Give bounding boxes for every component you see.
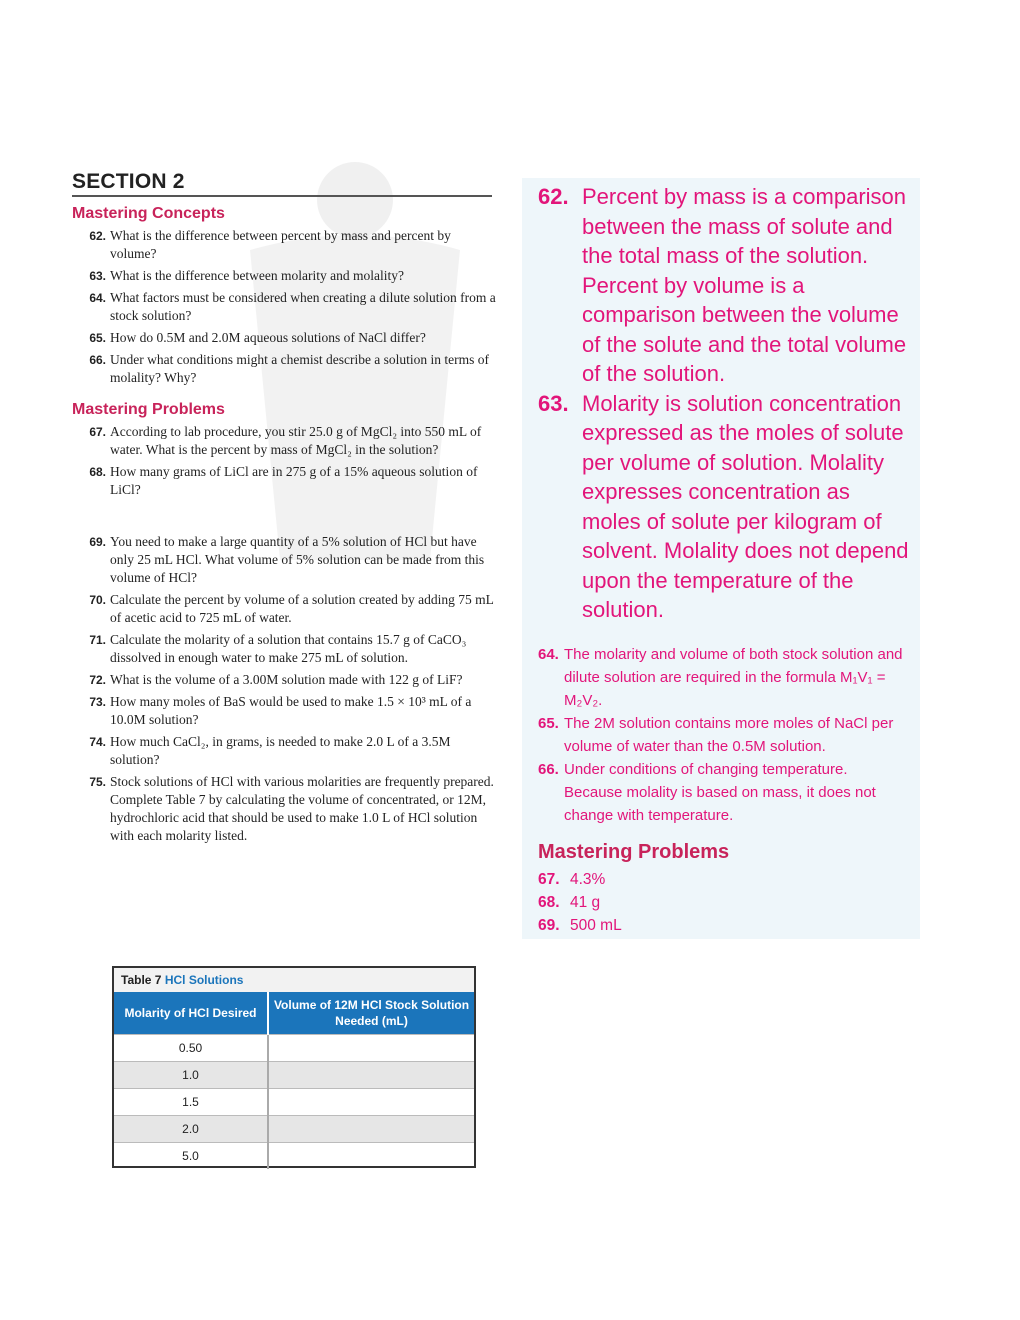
answers-panel bbox=[522, 178, 920, 939]
answer-item: 65. The 2M solution contains more moles of NaCl per volume of water than the 0.5M solution. bbox=[538, 714, 894, 755]
answers-problems-heading: Mastering Problems bbox=[538, 840, 730, 863]
column-header-volume: Volume of 12M HCl Stock Solution Needed (mL) bbox=[268, 992, 474, 1035]
question-item: 69. You need to make a large quantity of a 5% solution of HCl but have only 25 mL HCl. What volume of 5% solution can be made from this volume of HCl? bbox=[89, 534, 485, 585]
molarity-cell: 5.0 bbox=[114, 1143, 268, 1170]
table-row bbox=[114, 1062, 474, 1089]
answer-item: 68. 41 g bbox=[538, 893, 601, 911]
questions-column bbox=[72, 170, 497, 849]
table-title: HCl Solutions bbox=[164, 973, 244, 987]
table-row bbox=[114, 1035, 474, 1062]
volume-cell[interactable] bbox=[268, 1035, 474, 1062]
question-item: 68. How many grams of LiCl are in 275 g of a 15% aqueous solution of LiCl? bbox=[89, 464, 478, 497]
volume-cell[interactable] bbox=[268, 1062, 474, 1089]
answer-item: 69. 500 mL bbox=[538, 916, 622, 934]
section-title: SECTION 2 bbox=[72, 170, 492, 197]
table-caption bbox=[114, 968, 474, 992]
table-label: Table 7 bbox=[121, 973, 162, 987]
question-item: 63. What is the difference between molarity and molality? bbox=[89, 268, 405, 283]
question-item: 75. Stock solutions of HCl with various molarities are frequently prepared. Complete Table 7 by calculating the volume of concentrated, or 12M, hydrochloric acid that should be used to make 1.0 L of HCl solution with each molarity listed. bbox=[89, 774, 494, 843]
question-item: 62. What is the difference between percent by mass and percent by volume? bbox=[89, 228, 451, 261]
volume-cell[interactable] bbox=[268, 1143, 474, 1170]
question-item: 73. How many moles of BaS would be used to make 1.5 × 10³ mL of a 10.0M solution? bbox=[89, 694, 472, 727]
table-row bbox=[114, 1116, 474, 1143]
molarity-cell: 0.50 bbox=[114, 1035, 268, 1062]
column-header-molarity: Molarity of HCl Desired bbox=[114, 992, 268, 1035]
concepts-list bbox=[72, 227, 497, 387]
problems-list bbox=[72, 423, 497, 845]
volume-cell[interactable] bbox=[268, 1089, 474, 1116]
mastering-concepts-heading: Mastering Concepts bbox=[72, 205, 225, 222]
table-row bbox=[114, 1089, 474, 1116]
answer-item: 63. Molarity is solution concentration expressed as the moles of solute per volume of solution. Molality expresses concentration as moles of solute per kilogram of solvent. Molality does not depend upon the temperature of the solution. bbox=[538, 390, 909, 622]
answer-item: 66. Under conditions of changing temperature. Because molality is based on mass, it does not change with temperature. bbox=[538, 760, 876, 824]
question-item: 74. How much CaCl₂, in grams, is needed to make 2.0 L of a 3.5M solution? bbox=[89, 734, 451, 767]
question-item: 66. Under what conditions might a chemist describe a solution in terms of molality? Why? bbox=[89, 352, 490, 385]
question-item: 67. According to lab procedure, you stir 25.0 g of MgCl₂ into 550 mL of water. What is the percent by mass of MgCl₂ in the solution? bbox=[89, 424, 482, 457]
question-item: 70. Calculate the percent by volume of a solution created by adding 75 mL of acetic acid to 725 mL of water. bbox=[89, 592, 494, 625]
table-row bbox=[114, 1143, 474, 1170]
hcl-solutions-table bbox=[112, 966, 476, 1168]
question-item: 71. Calculate the molarity of a solution that contains 15.7 g of CaCO₃ dissolved in enough water to make 275 mL of solution. bbox=[89, 632, 467, 665]
molarity-cell: 1.0 bbox=[114, 1062, 268, 1089]
answer-item: 62. Percent by mass is a comparison between the mass of solute and the total mass of the solution. Percent by volume is a comparison between the volume of the solute and the total volume of the solution. bbox=[538, 184, 907, 386]
table bbox=[114, 992, 474, 1169]
question-item: 72. What is the volume of a 3.00M solution made with 122 g of LiF? bbox=[89, 672, 463, 687]
answer-item: 64. The molarity and volume of both stock solution and dilute solution are required in the formula M₁V₁ = M₂V₂. bbox=[538, 645, 903, 709]
answer-item: 67. 4.3% bbox=[538, 870, 606, 888]
molarity-cell: 2.0 bbox=[114, 1116, 268, 1143]
volume-cell[interactable] bbox=[268, 1116, 474, 1143]
molarity-cell: 1.5 bbox=[114, 1089, 268, 1116]
question-item: 64. What factors must be considered when creating a dilute solution from a stock solution? bbox=[89, 290, 496, 323]
mastering-problems-heading: Mastering Problems bbox=[72, 401, 225, 418]
question-item: 65. How do 0.5M and 2.0M aqueous solutions of NaCl differ? bbox=[89, 330, 426, 345]
